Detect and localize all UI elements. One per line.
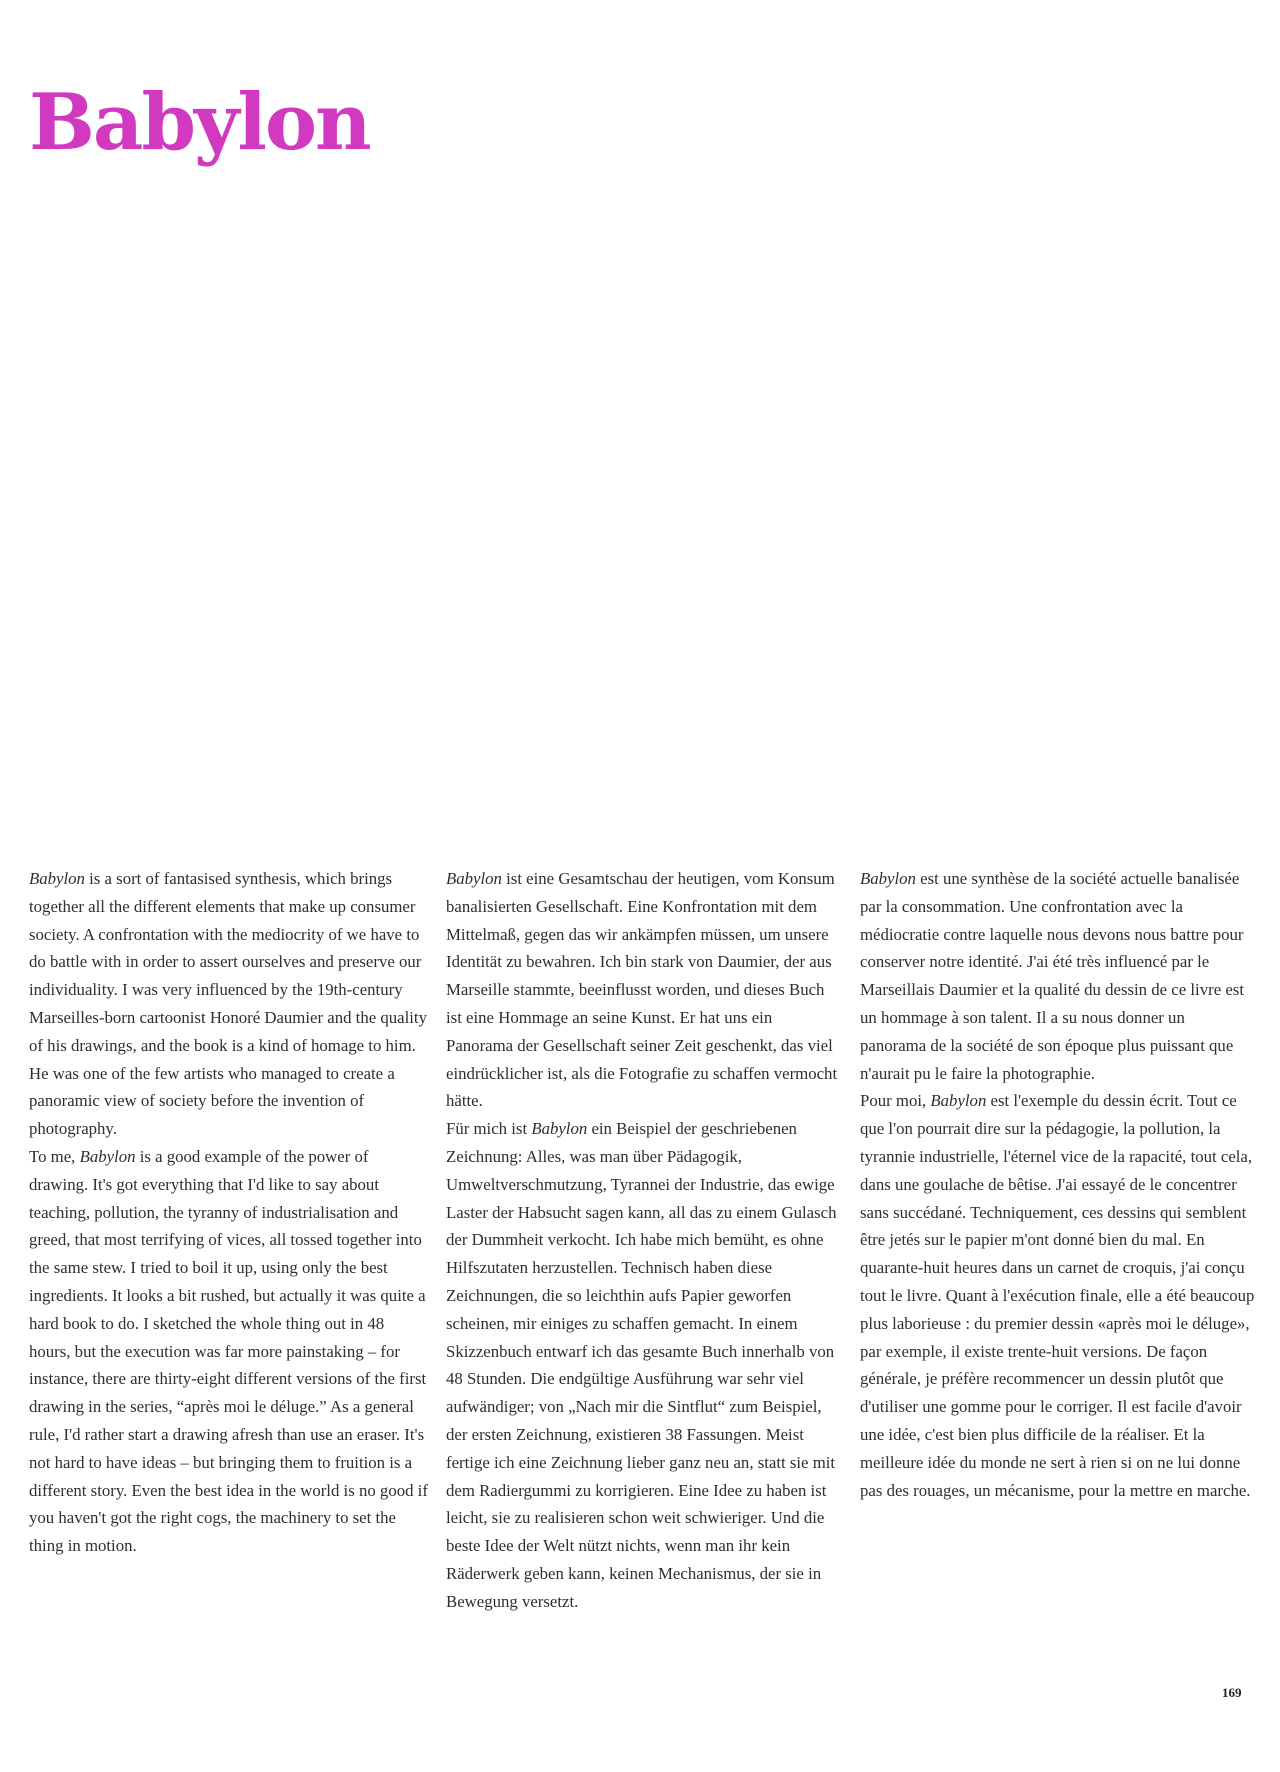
paragraph xyxy=(860,865,1255,1087)
book-title-italic: Babylon xyxy=(860,869,916,888)
page-number: 169 xyxy=(1222,1685,1242,1700)
book-title-italic: Babylon xyxy=(79,1146,136,1166)
book-title-italic: Babylon xyxy=(29,869,85,888)
text-column-english xyxy=(29,865,429,1560)
paragraph xyxy=(446,865,838,1115)
book-title-italic: Babylon xyxy=(531,1119,588,1139)
book-title-italic: Babylon xyxy=(930,1091,987,1111)
paragraph-text: Pour moi, xyxy=(860,1091,931,1111)
paragraph-text: ein Beispiel der geschriebenen Zeichnung: Alles, was man über Pädagogik, Umweltverschmutzung, Tyrannei der Industrie, das ewige Laster der Habsucht sagen kann, all das zu einem Gulasch der Dummheit verkocht. Ich habe mich bemüht, es ohne Hilfszutaten herzustellen. Technisch haben diese Zeichnungen, die so leichthin aufs Papier geworfen scheinen, mir einiges zu schaffen gemacht. In einem Skizzenbuch entwarf ich das gesamte Buch innerhalb von 48 Stunden. Die endgültige Ausführung war sehr viel aufwändiger; von „Nach mir die Sintflut“ zum Beispiel, der ersten Zeichnung, existieren 38 Fassungen. Meist fertige ich eine Zeichnung lieber ganz neu an, statt sie mit dem Radiergummi zu korrigieren. Eine Idee zu haben ist leicht, sie zu realisieren schon weit schwieriger. Und die beste Idee der Welt nützt nichts, wenn man ihr kein Räderwerk geben kann, keinen Mechanismus, der sie in Bewegung versetzt. xyxy=(446,1119,837,1611)
text-column-french xyxy=(860,865,1255,1504)
paragraph-text: est l'exemple du dessin écrit. Tout ce que l'on pourrait dire sur la pédagogie, la pollution, la tyrannie industrielle, l'éternel vice de la rapacité, tout cela, dans une goulache de bêtise. J'ai essayé de le concentrer sans succédané. Techniquement, ces dessins qui semblent être jetés sur le papier m'ont donné bien du mal. En quarante-huit heures dans un carnet de croquis, j'ai conçu tout le livre. Quant à l'exécution finale, elle a été beaucoup plus laborieuse : du premier dessin «après moi le déluge», par exemple, il existe trente-huit versions. De façon générale, je préfère recommencer un dessin plutôt que d'utiliser une gomme pour le corriger. Il est facile d'avoir une idée, c'est bien plus difficile de la réaliser. Et la meilleure idée du monde ne sert à rien si on ne lui donne pas des rouages, un mécanisme, pour la mettre en marche. xyxy=(860,1091,1255,1500)
paragraph-text: is a sort of fantasised synthesis, which brings together all the different elements that make up consumer society. A confrontation with the mediocrity of we have to do battle with in order to assert ourselves and preserve our individuality. I was very influenced by the 19th-century Marseilles-born cartoonist Honoré Daumier and the quality of his drawings, and the book is a kind of homage to him. He was one of the few artists who managed to create a panoramic view of society before the invention of photography. xyxy=(29,869,427,1139)
paragraph-text: Für mich ist xyxy=(446,1119,532,1139)
paragraph-text: est une synthèse de la société actuelle banalisée par la consommation. Une confrontation avec la médiocratie contre laquelle nous devons nous battre pour conserver notre identité. J'ai été très influencé par le Marseillais Daumier et la qualité du dessin de ce livre est un hommage à son talent. Il a su nous donner un panorama de la société de son époque plus puissant que n'aurait pu le faire la photographie. xyxy=(860,869,1244,1083)
paragraph xyxy=(29,865,429,1143)
paragraph-text: To me, xyxy=(29,1146,80,1166)
paragraph xyxy=(29,1143,429,1560)
book-title-italic: Babylon xyxy=(446,869,502,888)
page-title: Babylon xyxy=(29,77,370,168)
paragraph xyxy=(860,1087,1255,1504)
paragraph-text: ist eine Gesamtschau der heutigen, vom Konsum banalisierten Gesellschaft. Eine Konfrontation mit dem Mittelmaß, gegen das wir ankämpfen müssen, um unsere Identität zu bewahren. Ich bin stark von Daumier, der aus Marseille stammte, beeinflusst worden, und dieses Buch ist eine Hommage an seine Kunst. Er hat uns ein Panorama der Gesellschaft seiner Zeit geschenkt, das viel eindrücklicher ist, als die Fotografie zu schaffen vermocht hätte. xyxy=(446,869,838,1111)
paragraph-text: is a good example of the power of drawing. It's got everything that I'd like to say about teaching, pollution, the tyranny of industrialisation and greed, that most terrifying of vices, all tossed together into the same stew. I tried to boil it up, using only the best ingredients. It looks a bit rushed, but actually it was quite a hard book to do. I sketched the whole thing out in 48 hours, but the execution was far more painstaking – for instance, there are thirty-eight different versions of the first drawing in the series, “après moi le déluge.” As a general rule, I'd rather start a drawing afresh than use an eraser. It's not hard to have ideas – but bringing them to fruition is a different story. Even the best idea in the world is no good if you haven't got the right cogs, the machinery to set the thing in motion. xyxy=(29,1146,428,1556)
paragraph xyxy=(446,1115,838,1615)
text-column-german xyxy=(446,865,838,1616)
